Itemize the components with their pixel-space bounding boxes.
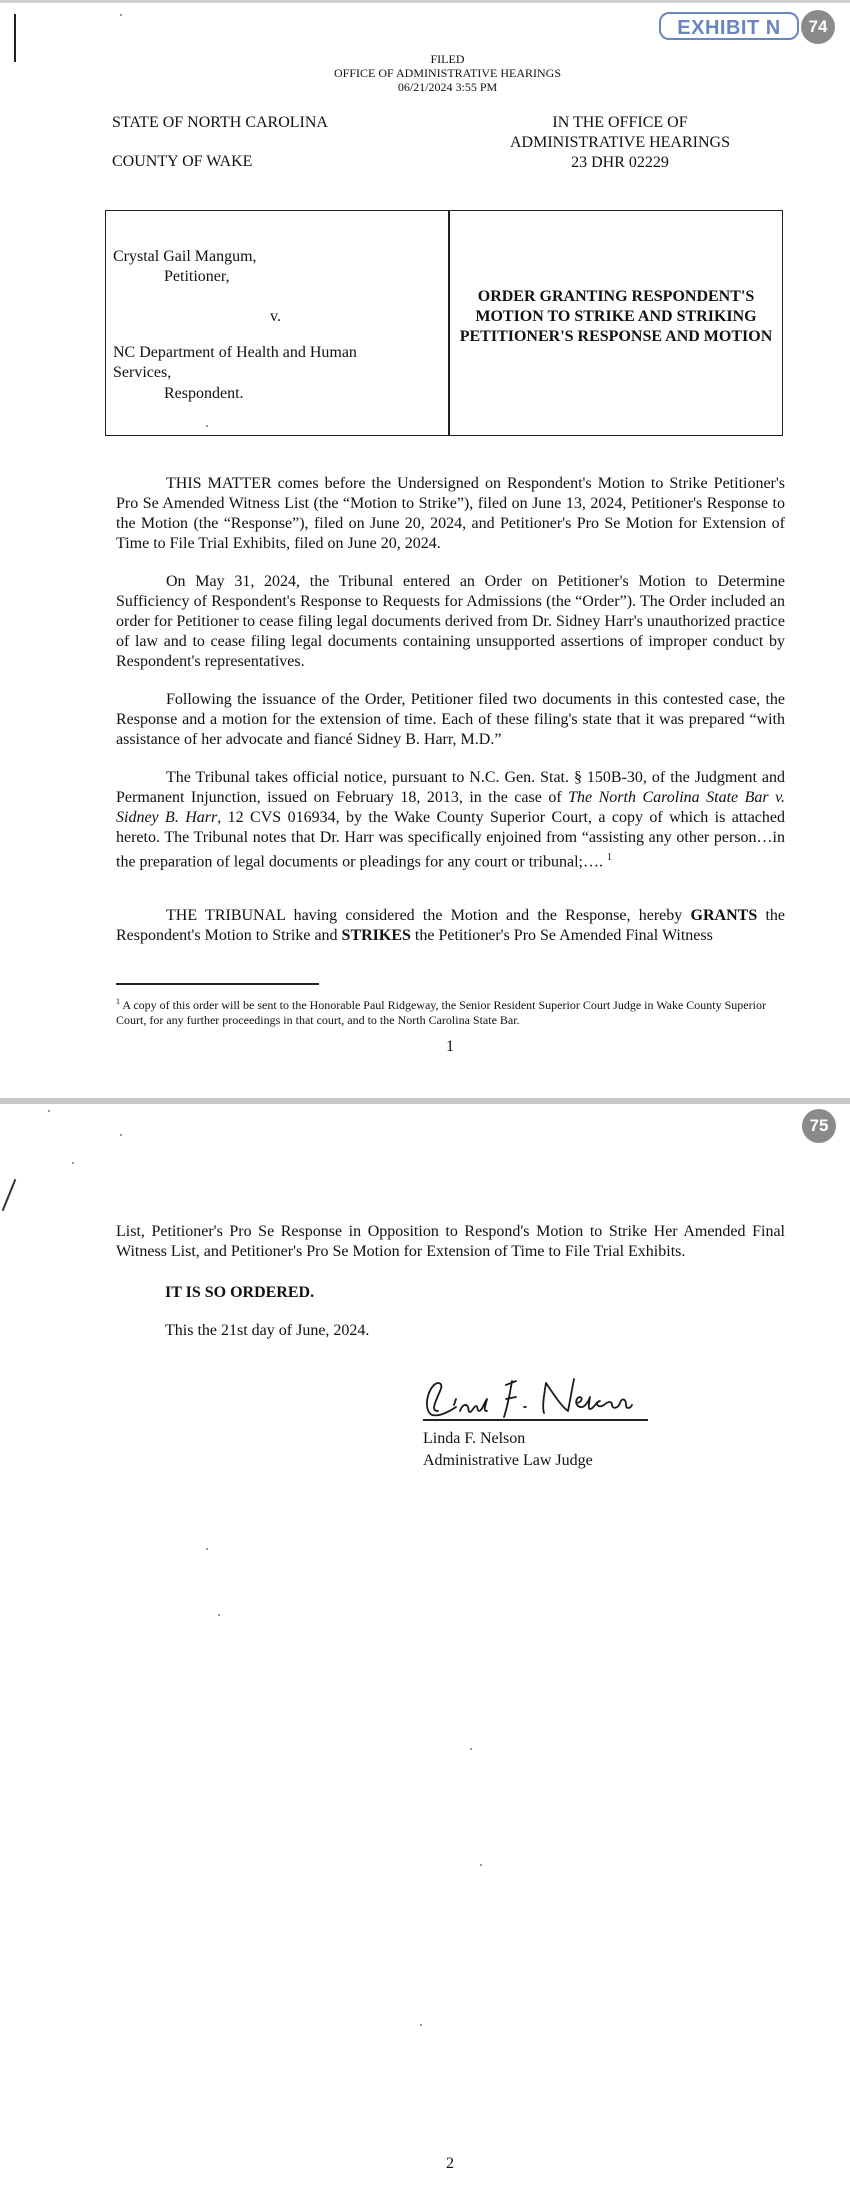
page-number: 1	[446, 1038, 454, 1055]
petitioner-role: Petitioner,	[164, 268, 230, 285]
versus-label: v.	[270, 308, 281, 325]
footnote-mark: 1	[116, 997, 120, 1006]
office-line-1: IN THE OFFICE OF	[552, 114, 688, 131]
body-paragraph: Following the issuance of the Order, Petitioner filed two documents in this contested case, the Response and a motion for the extension of time. Each of these filing's state that it was prepared “with assistance of her advocate and fiancé Sidney B. Harr, M.D.”	[116, 691, 785, 748]
scan-speck	[120, 14, 122, 16]
office-line-2: ADMINISTRATIVE HEARINGS	[510, 134, 730, 151]
body-paragraph-continued: List, Petitioner's Pro Se Response in Opposition to Respond's Motion to Strike Her Amended Final Witness List, and Petitioner's Pro Se Motion for Extension of Time to File Trial Exhibits.	[116, 1223, 785, 1260]
ruling-grants: GRANTS	[690, 907, 758, 924]
scan-speck	[72, 1162, 74, 1164]
judge-title: Administrative Law Judge	[423, 1452, 593, 1469]
notice-text: The Tribunal takes official notice, pursuant to N.C. Gen. Stat. § 150B-30, of the Judgment and Permanent Injunction, issued on February 18, 2013, in the case of	[116, 769, 785, 806]
judge-signature	[420, 1371, 652, 1423]
judge-name: Linda F. Nelson	[423, 1430, 526, 1447]
caption-state: STATE OF NORTH CAROLINA	[112, 114, 328, 131]
caption-county: COUNTY OF WAKE	[112, 153, 253, 170]
footnote-text: A copy of this order will be sent to the Honorable Paul Ridgeway, the Senior Resident Superior Court Judge in Wake County Superior Court, for any further proceedings in that court, and to the North Carolina State Bar.	[116, 998, 766, 1027]
scan-speck	[480, 1864, 482, 1866]
scan-speck	[470, 1748, 472, 1750]
body-paragraph-ruling	[116, 906, 785, 946]
body-paragraph: On May 31, 2024, the Tribunal entered an Order on Petitioner's Motion to Determine Sufficiency of Respondent's Response to Requests for Admissions (the “Order”). The Order included an order for Petitioner to cease filing legal documents derived from Dr. Sidney Harr's unauthorized practice of law and to cease filing legal documents containing unsupported assertions of improper conduct by Respondent's representatives.	[116, 573, 785, 670]
document-page-2	[0, 1104, 850, 2200]
ruling-text-end: the Petitioner's Pro Se Amended Final Witness	[410, 927, 713, 944]
exhibit-label: EXHIBIT N	[659, 12, 799, 40]
ruling-strikes: STRIKES	[341, 927, 411, 944]
scan-speck	[218, 1614, 220, 1616]
notice-text-cont: , 12 CVS 016934, by the Wake County Superior Court, a copy of which is attached hereto. The Tribunal notes that Dr. Harr was specifically enjoined from “assisting any other person…in the preparation of legal documents or pleadings for any court or tribunal;….	[116, 809, 786, 871]
signature-line	[423, 1419, 648, 1421]
page-number: 2	[446, 2155, 454, 2172]
footnote	[116, 994, 785, 1028]
scan-speck	[120, 1134, 122, 1136]
date-line: This the 21st day of June, 2024.	[165, 1322, 370, 1339]
scan-speck	[206, 1548, 208, 1550]
respondent-role: Respondent.	[164, 385, 244, 402]
petitioner-name: Crystal Gail Mangum,	[113, 248, 257, 265]
filed-timestamp: 06/21/2024 3:55 PM	[397, 80, 498, 94]
scan-speck	[420, 2024, 422, 2026]
caption-office	[470, 113, 770, 173]
filed-line: FILED	[430, 52, 465, 66]
scan-speck	[48, 1110, 50, 1112]
respondent-name-line-2: Services,	[113, 364, 172, 381]
document-page-1	[0, 0, 850, 1098]
page-count-badge: 74	[801, 10, 835, 44]
body-paragraph: THIS MATTER comes before the Undersigned on Respondent's Motion to Strike Petitioner's Pro Se Amended Witness List (the “Motion to Strike”), filed on June 13, 2024, Petitioner's Response to the Motion (the “Response”), filed on June 20, 2024, and Petitioner's Pro Se Motion for Extension of Time to File Trial Exhibits, filed on June 20, 2024.	[116, 475, 785, 552]
filed-office-line: OFFICE OF ADMINISTRATIVE HEARINGS	[333, 66, 561, 80]
footnote-rule	[116, 983, 319, 985]
respondent-name-line-1: NC Department of Health and Human	[113, 344, 357, 361]
body-paragraph-notice	[116, 768, 785, 872]
ordered-statement: IT IS SO ORDERED.	[165, 1284, 315, 1301]
case-caption-box	[105, 210, 783, 436]
ruling-text-cont: the Respondent's Motion to Strike and	[116, 907, 786, 944]
order-title: ORDER GRANTING RESPONDENT'S MOTION TO STRIKE AND STRIKING PETITIONER'S RESPONSE AND MOTION	[459, 288, 773, 345]
judge-block	[423, 1428, 593, 1472]
case-citation: The North Carolina State Bar v. Sidney B. Harr	[116, 789, 785, 826]
docket-number: 23 DHR 02229	[571, 154, 669, 171]
page-top-separator	[0, 0, 850, 3]
page-count-badge: 75	[802, 1109, 836, 1143]
case-box-divider	[448, 211, 450, 435]
ruling-text: THE TRIBUNAL having considered the Motion and the Response, hereby	[166, 907, 691, 924]
footnote-reference[interactable]: 1	[606, 852, 612, 863]
filed-stamp	[0, 52, 850, 94]
